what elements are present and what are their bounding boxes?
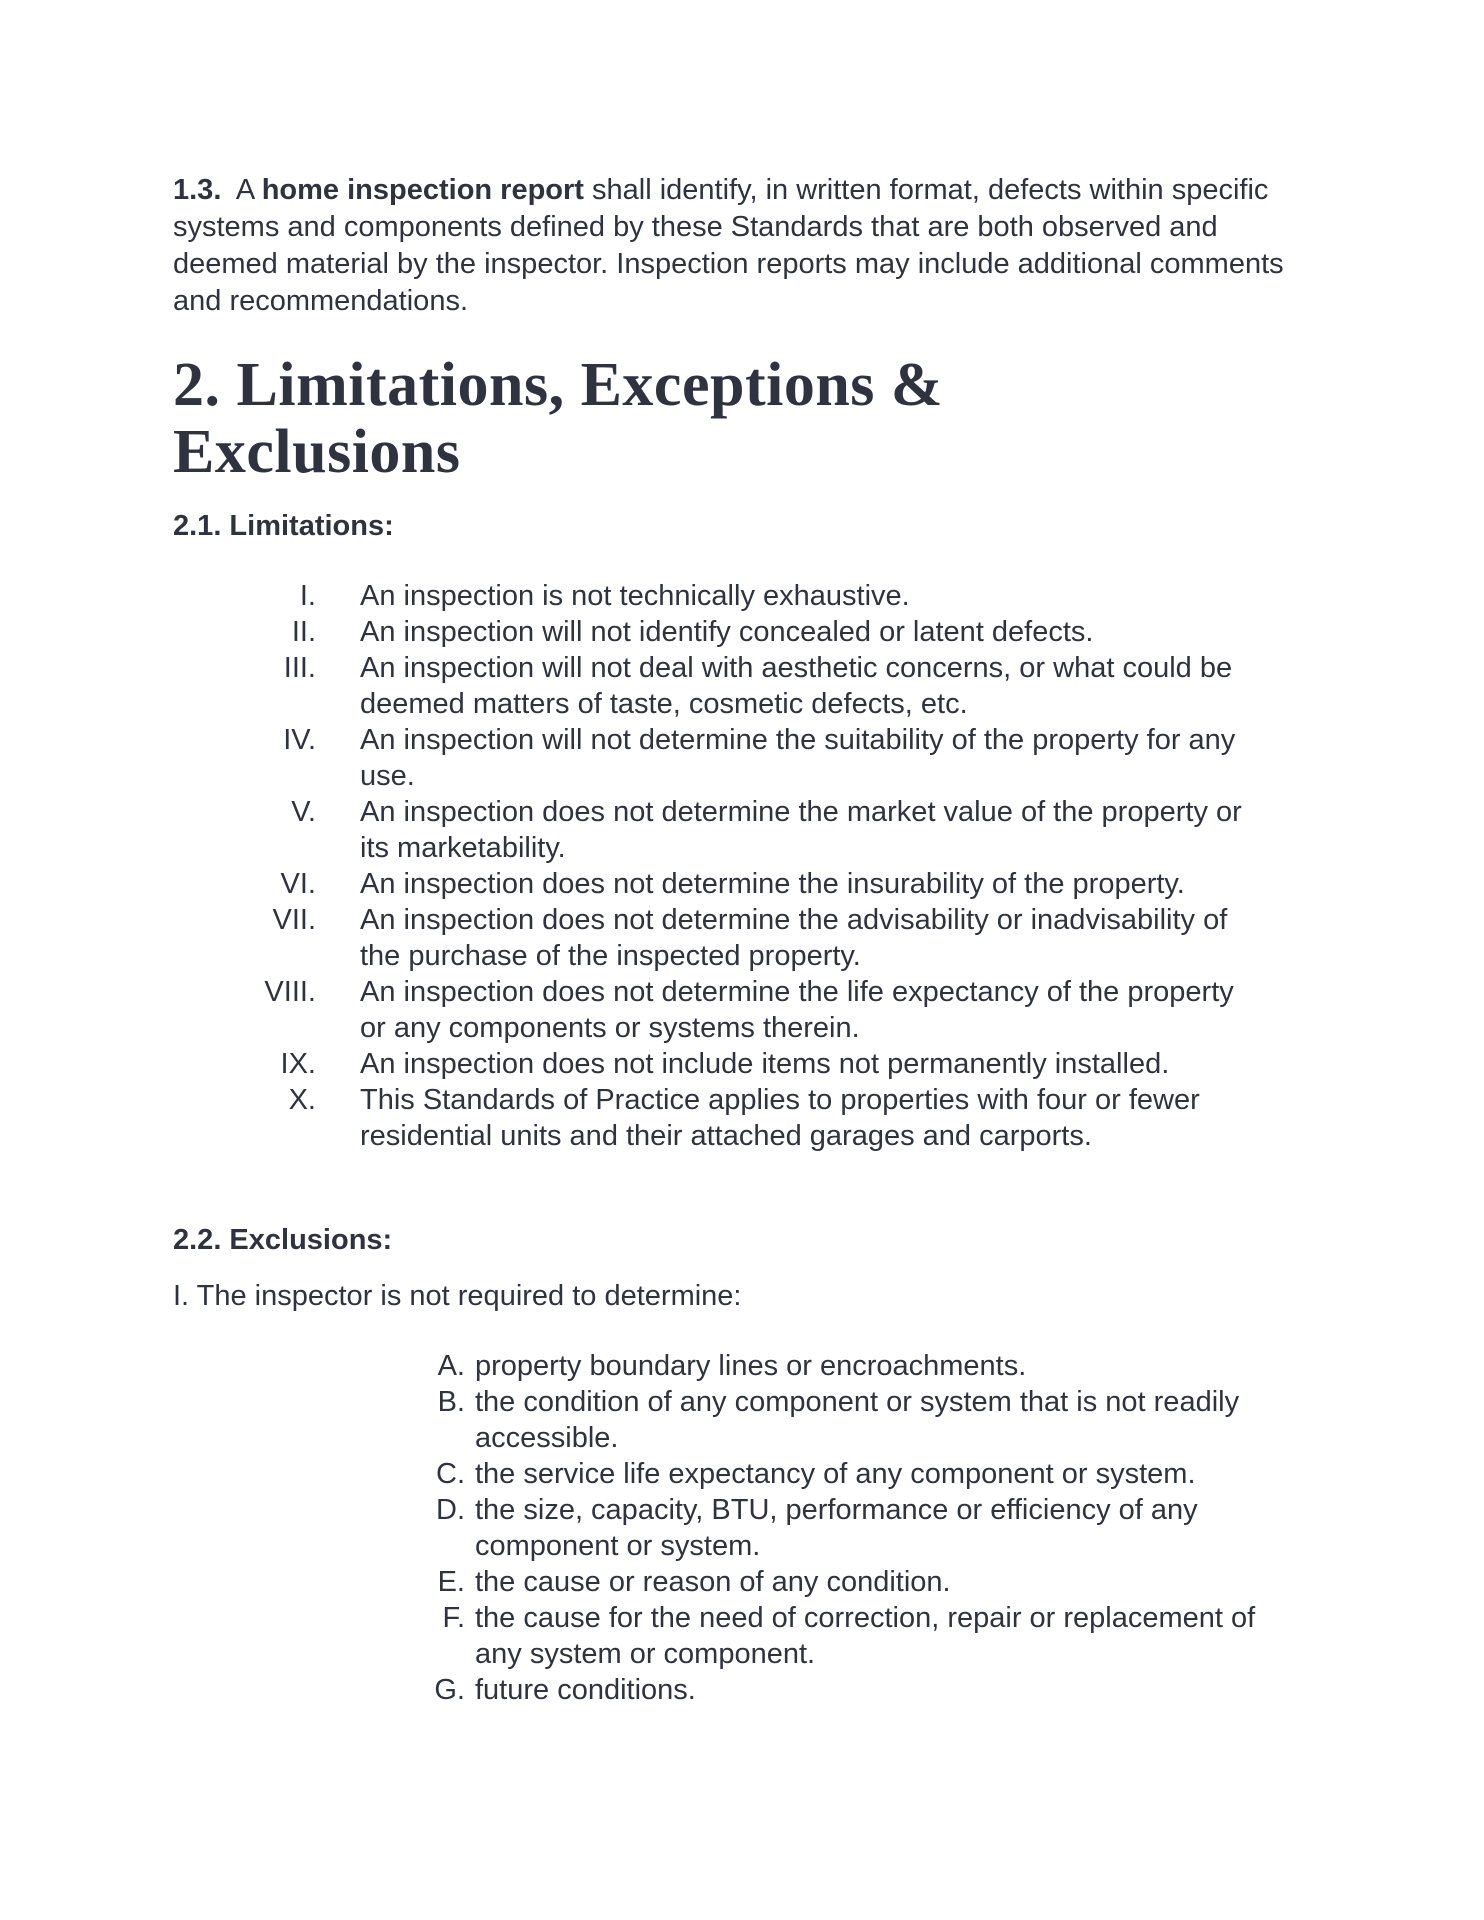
item-letter: A.: [437, 1350, 465, 1382]
lead-word: A: [235, 174, 254, 206]
list-item: [173, 974, 1298, 1046]
section-number: 1.3.: [173, 174, 222, 206]
item-number: VIII.: [264, 976, 316, 1008]
item-text: the service life expectancy of any component or system.: [475, 1458, 1196, 1490]
list-item: [173, 1456, 1298, 1492]
section-1-3-paragraph: [173, 172, 1293, 320]
item-text: An inspection will not deal with aesthetic concerns, or what could be deemed matters of taste, cosmetic defects, etc.: [360, 652, 1233, 720]
item-text: An inspection will not determine the suitability of the property for any use.: [360, 724, 1236, 792]
item-text: the cause for the need of correction, repair or replacement of any system or component.: [475, 1602, 1256, 1670]
bold-term: home inspection report: [261, 174, 584, 206]
item-text: An inspection is not technically exhaustive.: [360, 580, 910, 612]
list-item: [173, 866, 1298, 902]
paragraph-text: shall identify, in written format, defects within specific systems and components defined by these Standards that are both observed and deemed material by the inspector. Inspection reports may include additional comments and recommendations.: [173, 174, 1284, 317]
exclusions-heading: 2.2. Exclusions:: [173, 1224, 393, 1256]
list-item: [173, 1348, 1298, 1384]
item-text: An inspection does not determine the insurability of the property.: [360, 868, 1185, 900]
item-text: An inspection does not determine the advisability or inadvisability of the purchase of the inspected property.: [360, 904, 1228, 972]
list-item: [173, 1384, 1298, 1456]
item-number: IV.: [283, 724, 316, 756]
item-letter: F.: [442, 1602, 465, 1634]
item-text: An inspection does not include items not permanently installed.: [360, 1048, 1170, 1080]
item-letter: G.: [434, 1674, 465, 1706]
item-letter: D.: [436, 1494, 465, 1526]
list-item: [173, 722, 1298, 794]
item-letter: B.: [437, 1386, 465, 1418]
item-number: IX.: [280, 1048, 316, 1080]
exclusions-list: [173, 1348, 1298, 1708]
item-text: An inspection does not determine the life expectancy of the property or any components or systems therein.: [360, 976, 1234, 1044]
item-text: An inspection does not determine the market value of the property or its marketability.: [360, 796, 1242, 864]
item-text: the size, capacity, BTU, performance or efficiency of any component or system.: [475, 1494, 1198, 1562]
list-item: [173, 1046, 1298, 1082]
item-number: X.: [288, 1084, 316, 1116]
item-number: II.: [291, 616, 316, 648]
item-number: VII.: [272, 904, 316, 936]
limitations-list: [173, 578, 1298, 1154]
item-letter: C.: [436, 1458, 465, 1490]
list-item: [173, 902, 1298, 974]
item-number: I.: [299, 580, 316, 612]
section-2-heading: 2. Limitations, Exceptions & Exclusions: [173, 351, 944, 486]
item-text: the condition of any component or system that is not readily accessible.: [475, 1386, 1240, 1454]
exclusions-intro: I. The inspector is not required to determine:: [173, 1280, 742, 1312]
item-text: property boundary lines or encroachments.: [475, 1350, 1027, 1382]
list-item: [173, 650, 1298, 722]
limitations-heading: 2.1. Limitations:: [173, 510, 394, 542]
list-item: [173, 578, 1298, 614]
list-item: [173, 614, 1298, 650]
item-number: III.: [283, 652, 316, 684]
item-text: This Standards of Practice applies to properties with four or fewer residential units and their attached garages and carports.: [360, 1084, 1200, 1152]
list-item: [173, 1672, 1298, 1708]
item-letter: E.: [437, 1566, 465, 1598]
item-number: VI.: [280, 868, 316, 900]
item-text: An inspection will not identify concealed or latent defects.: [360, 616, 1094, 648]
list-item: [173, 1492, 1298, 1564]
list-item: [173, 794, 1298, 866]
list-item: [173, 1600, 1298, 1672]
list-item: [173, 1564, 1298, 1600]
item-text: the cause or reason of any condition.: [475, 1566, 951, 1598]
item-number: V.: [291, 796, 316, 828]
list-item: [173, 1082, 1298, 1154]
item-text: future conditions.: [475, 1674, 696, 1706]
